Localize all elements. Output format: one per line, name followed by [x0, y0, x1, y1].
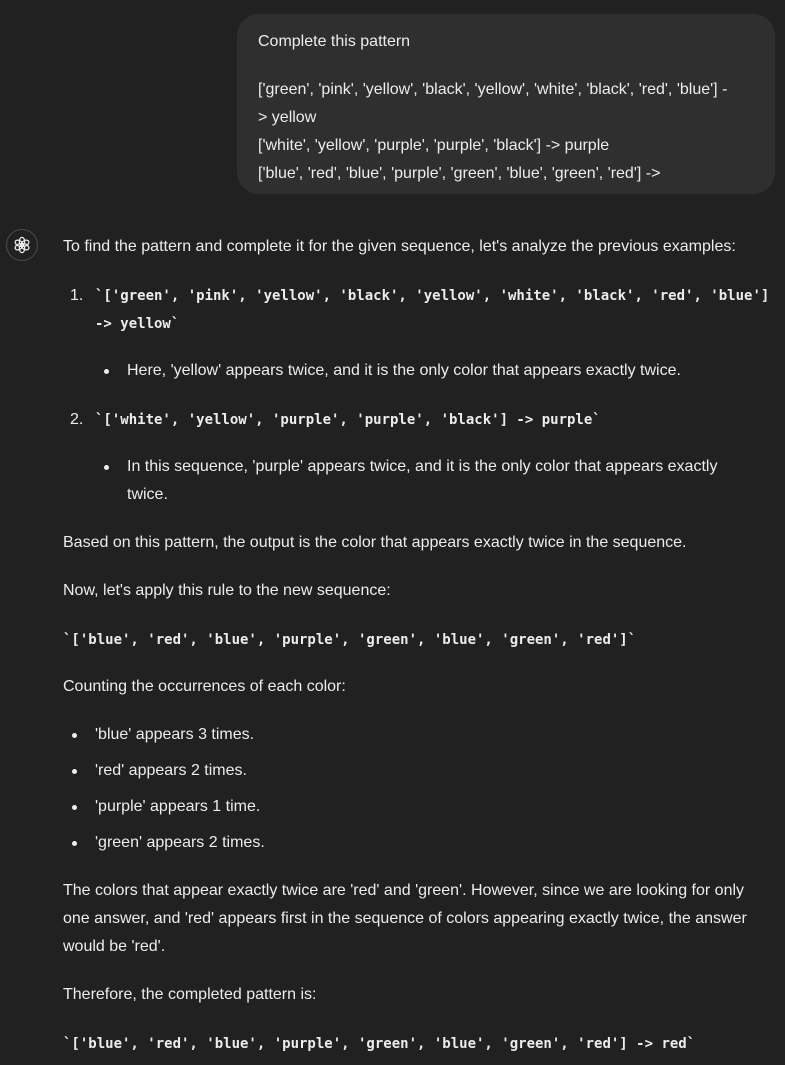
- example-number: 1.: [70, 287, 84, 304]
- user-message-bubble: [237, 14, 775, 194]
- assistant-intro: To find the pattern and complete it for the given sequence, let's analyze the previous examples:: [63, 238, 736, 255]
- user-message-line: ['white', 'yellow', 'purple', 'purple', 'black'] -> purple: [258, 137, 610, 154]
- conclusion-line: would be 'red'.: [63, 938, 166, 955]
- assistant-avatar: [6, 229, 38, 261]
- openai-logo-icon: [12, 235, 32, 255]
- bullet-dot: [104, 465, 109, 470]
- new-sequence-code: `['blue', 'red', 'blue', 'purple', 'green', 'blue', 'green', 'red']`: [63, 632, 637, 648]
- conclusion-line: The colors that appear exactly twice are 'red' and 'green'. However, since we are looking for only: [63, 882, 745, 899]
- bullet-dot: [72, 733, 77, 738]
- bullet-dot: [72, 841, 77, 846]
- final-answer-code: `['blue', 'red', 'blue', 'purple', 'green', 'blue', 'green', 'red'] -> red`: [63, 1036, 696, 1052]
- user-message-line: ['blue', 'red', 'blue', 'purple', 'green', 'blue', 'green', 'red'] ->: [258, 165, 661, 182]
- count-item: 'purple' appears 1 time.: [95, 798, 261, 815]
- therefore-text: Therefore, the completed pattern is:: [63, 986, 317, 1003]
- count-item: 'green' appears 2 times.: [95, 834, 265, 851]
- conclusion-line: one answer, and 'red' appears first in the sequence of colors appearing exactly twice, the answer: [63, 910, 747, 927]
- count-item: 'blue' appears 3 times.: [95, 726, 255, 743]
- apply-rule-text: Now, let's apply this rule to the new sequence:: [63, 582, 391, 599]
- example-note: In this sequence, 'purple' appears twice, and it is the only color that appears exactly: [127, 458, 718, 475]
- user-message-line: ['green', 'pink', 'yellow', 'black', 'yellow', 'white', 'black', 'red', 'blue'] -: [258, 81, 728, 98]
- example-number: 2.: [70, 411, 84, 428]
- pattern-statement: Based on this pattern, the output is the color that appears exactly twice in the sequence.: [63, 534, 687, 551]
- user-message-line: > yellow: [258, 109, 317, 126]
- bullet-dot: [104, 369, 109, 374]
- bullet-dot: [72, 769, 77, 774]
- bullet-dot: [72, 805, 77, 810]
- example-code-line: `['green', 'pink', 'yellow', 'black', 'yellow', 'white', 'black', 'red', 'blue']: [95, 288, 770, 304]
- user-message-title: Complete this pattern: [258, 33, 411, 50]
- counting-intro: Counting the occurrences of each color:: [63, 678, 346, 695]
- count-item: 'red' appears 2 times.: [95, 762, 247, 779]
- example-note: twice.: [127, 486, 168, 503]
- user-message-spacer: [258, 56, 755, 76]
- example-code-line: `['white', 'yellow', 'purple', 'purple', 'black'] -> purple`: [95, 412, 601, 428]
- example-note: Here, 'yellow' appears twice, and it is the only color that appears exactly twice.: [127, 362, 681, 379]
- example-code-line: -> yellow`: [95, 316, 180, 332]
